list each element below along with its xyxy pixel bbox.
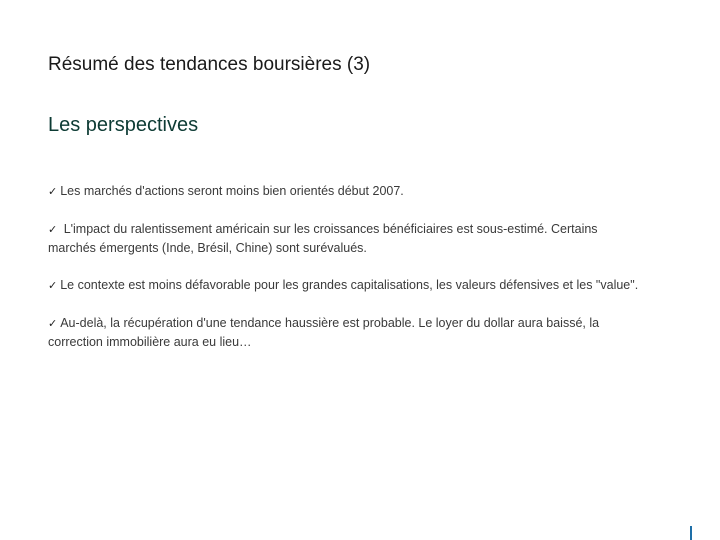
bullet-item bbox=[48, 276, 648, 295]
checkmark-icon: ✓ bbox=[48, 185, 58, 198]
checkmark-icon: ✓ bbox=[48, 223, 58, 236]
bullet-item bbox=[48, 182, 648, 201]
corner-accent-mark bbox=[690, 526, 692, 540]
bullet-list bbox=[48, 182, 648, 370]
bullet-item bbox=[48, 220, 648, 257]
bullet-item bbox=[48, 314, 648, 351]
checkmark-icon: ✓ bbox=[48, 279, 58, 292]
section-subtitle: Les perspectives bbox=[48, 114, 199, 136]
bullet-text: L'impact du ralentissement américain sur les croissances bénéficiaires est sous-estimé. Certains marchés émergents (Inde, Brésil, Chine) sont surévalués. bbox=[48, 222, 598, 255]
bullet-text: Le contexte est moins défavorable pour les grandes capitalisations, les valeurs défensives et les "value". bbox=[60, 278, 639, 292]
checkmark-icon: ✓ bbox=[48, 317, 58, 330]
bullet-text: Au-delà, la récupération d'une tendance haussière est probable. Le loyer du dollar aura baissé, la correction immobilière aura eu lieu… bbox=[48, 316, 600, 349]
bullet-text: Les marchés d'actions seront moins bien orientés début 2007. bbox=[60, 184, 404, 198]
slide-title: Résumé des tendances boursières (3) bbox=[48, 54, 371, 75]
